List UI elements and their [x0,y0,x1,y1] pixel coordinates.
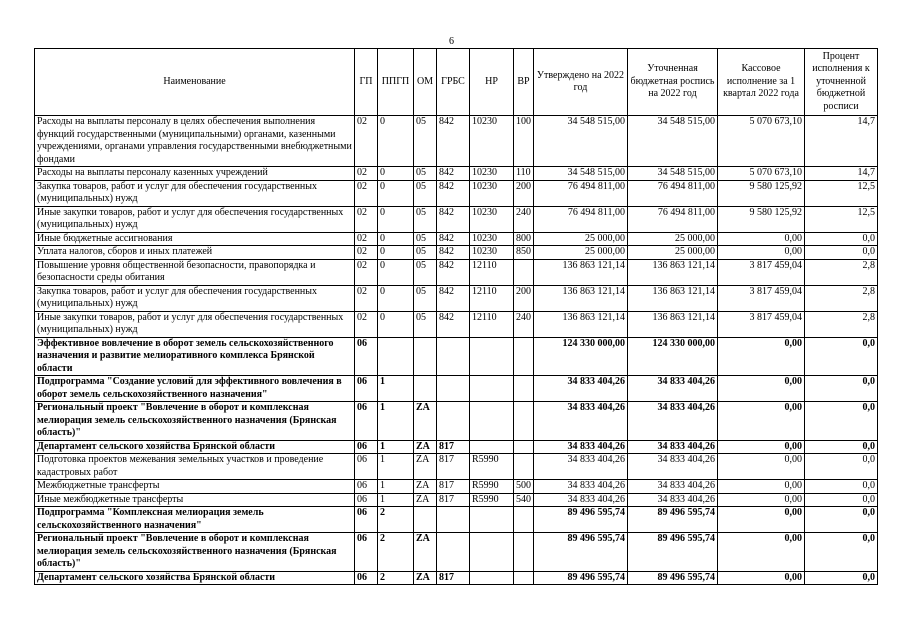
table-body [35,116,878,585]
cell-vr: 240 [514,311,534,337]
cell-gp: 02 [355,206,378,232]
cell-ppgp: 0 [378,116,414,167]
table-row [35,167,878,181]
cell-cash: 5 070 673,10 [718,116,805,167]
cell-refined: 34 833 404,26 [628,376,718,402]
cell-name: Региональный проект "Вовлечение в оборот и комплексная мелиорация земель сельскохозяйственного назначения (Брянская область)" [35,533,355,572]
cell-grbs: 817 [437,480,470,494]
cell-ppgp: 1 [378,376,414,402]
table-row [35,232,878,246]
cell-om: 05 [414,167,437,181]
cell-grbs: 842 [437,180,470,206]
cell-refined: 136 863 121,14 [628,311,718,337]
table-row [35,480,878,494]
table-row [35,259,878,285]
table-row [35,507,878,533]
cell-approved: 136 863 121,14 [534,285,628,311]
cell-vr: 200 [514,285,534,311]
cell-vr: 100 [514,116,534,167]
cell-name: Уплата налогов, сборов и иных платежей [35,246,355,260]
cell-np [470,376,514,402]
cell-grbs: 817 [437,493,470,507]
cell-om: 05 [414,232,437,246]
cell-gp: 06 [355,440,378,454]
cell-cash: 3 817 459,04 [718,311,805,337]
cell-vr: 850 [514,246,534,260]
cell-vr [514,376,534,402]
cell-gp: 06 [355,402,378,441]
cell-grbs: 817 [437,571,470,585]
cell-grbs [437,337,470,376]
cell-cash: 9 580 125,92 [718,206,805,232]
cell-name: Департамент сельского хозяйства Брянской области [35,440,355,454]
cell-approved: 34 833 404,26 [534,454,628,480]
cell-gp: 02 [355,259,378,285]
table-row [35,180,878,206]
cell-np: 10230 [470,206,514,232]
cell-cash: 0,00 [718,440,805,454]
cell-vr [514,337,534,376]
cell-ppgp: 0 [378,206,414,232]
cell-name: Иные закупки товаров, работ и услуг для обеспечения государственных (муниципальных) нужд [35,311,355,337]
cell-ppgp: 0 [378,246,414,260]
cell-ppgp: 1 [378,493,414,507]
cell-om: 05 [414,246,437,260]
header-name: Наименование [35,49,355,116]
cell-refined: 34 833 404,26 [628,454,718,480]
cell-om: ZA [414,480,437,494]
cell-ppgp: 0 [378,232,414,246]
table-row [35,246,878,260]
cell-om: ZA [414,571,437,585]
cell-om: 05 [414,311,437,337]
cell-name: Расходы на выплаты персоналу в целях обеспечения выполнения функций государственными (муниципальными) органами, казенными учреждениями, органами управления государственными внебюджетными фондами [35,116,355,167]
cell-percent: 0,0 [805,533,878,572]
page-number: 6 [449,36,454,47]
cell-approved: 25 000,00 [534,246,628,260]
cell-grbs [437,507,470,533]
cell-cash: 0,00 [718,533,805,572]
cell-name: Эффективное вовлечение в оборот земель сельскохозяйственного назначения и развитие мелиоративного комплекса Брянской области [35,337,355,376]
cell-cash: 0,00 [718,493,805,507]
cell-np: 10230 [470,167,514,181]
cell-name: Региональный проект "Вовлечение в оборот и комплексная мелиорация земель сельскохозяйственного назначения (Брянская область)" [35,402,355,441]
cell-name: Департамент сельского хозяйства Брянской области [35,571,355,585]
cell-approved: 124 330 000,00 [534,337,628,376]
cell-gp: 06 [355,493,378,507]
cell-vr [514,571,534,585]
cell-ppgp: 1 [378,454,414,480]
table-row [35,285,878,311]
table-row [35,440,878,454]
cell-grbs: 842 [437,259,470,285]
cell-percent: 0,0 [805,454,878,480]
header-approved: Утверждено на 2022 год [534,49,628,116]
cell-np: 10230 [470,180,514,206]
cell-cash: 9 580 125,92 [718,180,805,206]
cell-percent: 0,0 [805,376,878,402]
cell-gp: 02 [355,180,378,206]
cell-refined: 136 863 121,14 [628,259,718,285]
cell-ppgp: 0 [378,259,414,285]
cell-np [470,337,514,376]
cell-percent: 12,5 [805,180,878,206]
cell-approved: 34 548 515,00 [534,116,628,167]
cell-om [414,376,437,402]
cell-np: 12110 [470,311,514,337]
header-ppgp: ППГП [378,49,414,116]
cell-cash: 0,00 [718,402,805,441]
cell-vr: 800 [514,232,534,246]
cell-percent: 14,7 [805,116,878,167]
cell-grbs: 817 [437,454,470,480]
cell-np [470,571,514,585]
cell-percent: 0,0 [805,337,878,376]
cell-approved: 89 496 595,74 [534,533,628,572]
cell-vr [514,402,534,441]
header-grbs: ГРБС [437,49,470,116]
cell-om: ZA [414,402,437,441]
header-np: НР [470,49,514,116]
cell-refined: 124 330 000,00 [628,337,718,376]
cell-percent: 12,5 [805,206,878,232]
cell-refined: 34 548 515,00 [628,116,718,167]
cell-vr [514,507,534,533]
cell-np: 10230 [470,246,514,260]
cell-name: Расходы на выплаты персоналу казенных учреждений [35,167,355,181]
cell-cash: 0,00 [718,454,805,480]
cell-refined: 34 833 404,26 [628,480,718,494]
cell-approved: 25 000,00 [534,232,628,246]
cell-np: 10230 [470,232,514,246]
cell-vr [514,533,534,572]
table-row [35,533,878,572]
table-row [35,206,878,232]
cell-gp: 06 [355,571,378,585]
cell-grbs: 842 [437,285,470,311]
cell-np: R5990 [470,480,514,494]
cell-percent: 0,0 [805,480,878,494]
header-refined: Уточненная бюджетная роспись на 2022 год [628,49,718,116]
cell-cash: 0,00 [718,232,805,246]
table-row [35,493,878,507]
cell-grbs: 842 [437,246,470,260]
cell-np [470,533,514,572]
table-header-row [35,49,878,116]
cell-gp: 06 [355,533,378,572]
cell-approved: 89 496 595,74 [534,571,628,585]
header-cash: Кассовое исполнение за 1 квартал 2022 года [718,49,805,116]
cell-gp: 06 [355,376,378,402]
cell-cash: 0,00 [718,337,805,376]
cell-approved: 76 494 811,00 [534,180,628,206]
cell-percent: 2,8 [805,311,878,337]
cell-cash: 0,00 [718,246,805,260]
cell-ppgp: 0 [378,311,414,337]
table-row [35,571,878,585]
cell-name: Подготовка проектов межевания земельных участков и проведение кадастровых работ [35,454,355,480]
cell-approved: 34 548 515,00 [534,167,628,181]
cell-approved: 34 833 404,26 [534,402,628,441]
cell-ppgp: 0 [378,180,414,206]
cell-cash: 0,00 [718,571,805,585]
cell-refined: 25 000,00 [628,246,718,260]
cell-ppgp: 2 [378,533,414,572]
cell-approved: 136 863 121,14 [534,259,628,285]
cell-ppgp: 0 [378,285,414,311]
cell-np [470,402,514,441]
cell-refined: 89 496 595,74 [628,533,718,572]
header-gp: ГП [355,49,378,116]
cell-grbs: 842 [437,232,470,246]
cell-gp: 06 [355,480,378,494]
cell-name: Закупка товаров, работ и услуг для обеспечения государственных (муниципальных) нужд [35,285,355,311]
cell-om: ZA [414,440,437,454]
cell-cash: 3 817 459,04 [718,259,805,285]
cell-refined: 76 494 811,00 [628,180,718,206]
cell-np: 12110 [470,259,514,285]
cell-name: Иные межбюджетные трансферты [35,493,355,507]
cell-grbs [437,402,470,441]
cell-om: 05 [414,259,437,285]
cell-vr: 240 [514,206,534,232]
table-row [35,454,878,480]
cell-vr: 500 [514,480,534,494]
cell-percent: 0,0 [805,232,878,246]
cell-percent: 0,0 [805,507,878,533]
cell-refined: 34 833 404,26 [628,402,718,441]
cell-vr [514,259,534,285]
cell-approved: 76 494 811,00 [534,206,628,232]
cell-name: Подпрограмма "Создание условий для эффективного вовлечения в оборот земель сельскохозяйственного назначения" [35,376,355,402]
cell-percent: 2,8 [805,285,878,311]
cell-cash: 5 070 673,10 [718,167,805,181]
cell-ppgp: 0 [378,167,414,181]
cell-approved: 34 833 404,26 [534,480,628,494]
cell-refined: 76 494 811,00 [628,206,718,232]
cell-refined: 25 000,00 [628,232,718,246]
cell-grbs: 842 [437,167,470,181]
cell-name: Закупка товаров, работ и услуг для обеспечения государственных (муниципальных) нужд [35,180,355,206]
cell-np: 10230 [470,116,514,167]
cell-om: ZA [414,533,437,572]
cell-om: ZA [414,493,437,507]
cell-cash: 3 817 459,04 [718,285,805,311]
cell-ppgp [378,337,414,376]
cell-approved: 136 863 121,14 [534,311,628,337]
cell-gp: 02 [355,285,378,311]
cell-cash: 0,00 [718,507,805,533]
cell-gp: 02 [355,232,378,246]
cell-np [470,440,514,454]
cell-approved: 34 833 404,26 [534,376,628,402]
cell-ppgp: 1 [378,480,414,494]
cell-ppgp: 1 [378,440,414,454]
cell-vr [514,454,534,480]
cell-approved: 89 496 595,74 [534,507,628,533]
cell-gp: 02 [355,116,378,167]
cell-gp: 06 [355,337,378,376]
table-row [35,376,878,402]
cell-grbs [437,533,470,572]
cell-percent: 0,0 [805,402,878,441]
header-vr: ВР [514,49,534,116]
cell-percent: 0,0 [805,571,878,585]
cell-np: R5990 [470,454,514,480]
cell-grbs: 842 [437,116,470,167]
table-row [35,402,878,441]
cell-om [414,337,437,376]
table-row [35,337,878,376]
cell-vr: 110 [514,167,534,181]
cell-np: 12110 [470,285,514,311]
cell-grbs [437,376,470,402]
cell-cash: 0,00 [718,480,805,494]
cell-percent: 14,7 [805,167,878,181]
cell-percent: 2,8 [805,259,878,285]
cell-grbs: 842 [437,311,470,337]
cell-refined: 34 833 404,26 [628,440,718,454]
cell-refined: 136 863 121,14 [628,285,718,311]
cell-approved: 34 833 404,26 [534,440,628,454]
cell-gp: 02 [355,311,378,337]
cell-name: Повышение уровня общественной безопасности, правопорядка и безопасности среды обитания [35,259,355,285]
cell-gp: 02 [355,246,378,260]
cell-refined: 89 496 595,74 [628,571,718,585]
header-om: ОМ [414,49,437,116]
cell-ppgp: 2 [378,507,414,533]
cell-om: 05 [414,285,437,311]
cell-gp: 06 [355,507,378,533]
cell-name: Межбюджетные трансферты [35,480,355,494]
cell-percent: 0,0 [805,493,878,507]
cell-ppgp: 1 [378,402,414,441]
cell-om: 05 [414,116,437,167]
cell-name: Подпрограмма "Комплексная мелиорация земель сельскохозяйственного назначения" [35,507,355,533]
cell-vr: 540 [514,493,534,507]
table-row [35,116,878,167]
cell-percent: 0,0 [805,246,878,260]
cell-om: 05 [414,180,437,206]
cell-refined: 34 548 515,00 [628,167,718,181]
cell-name: Иные бюджетные ассигнования [35,232,355,246]
cell-refined: 89 496 595,74 [628,507,718,533]
cell-gp: 06 [355,454,378,480]
cell-gp: 02 [355,167,378,181]
table-row [35,311,878,337]
cell-ppgp: 2 [378,571,414,585]
cell-cash: 0,00 [718,376,805,402]
cell-vr: 200 [514,180,534,206]
cell-grbs: 842 [437,206,470,232]
cell-vr [514,440,534,454]
cell-om: 05 [414,206,437,232]
header-percent: Процент исполнения к уточненной бюджетной росписи [805,49,878,116]
cell-om [414,507,437,533]
cell-refined: 34 833 404,26 [628,493,718,507]
cell-om: ZA [414,454,437,480]
cell-percent: 0,0 [805,440,878,454]
cell-np: R5990 [470,493,514,507]
cell-grbs: 817 [437,440,470,454]
cell-name: Иные закупки товаров, работ и услуг для обеспечения государственных (муниципальных) нужд [35,206,355,232]
budget-table [34,48,878,585]
cell-np [470,507,514,533]
cell-approved: 34 833 404,26 [534,493,628,507]
